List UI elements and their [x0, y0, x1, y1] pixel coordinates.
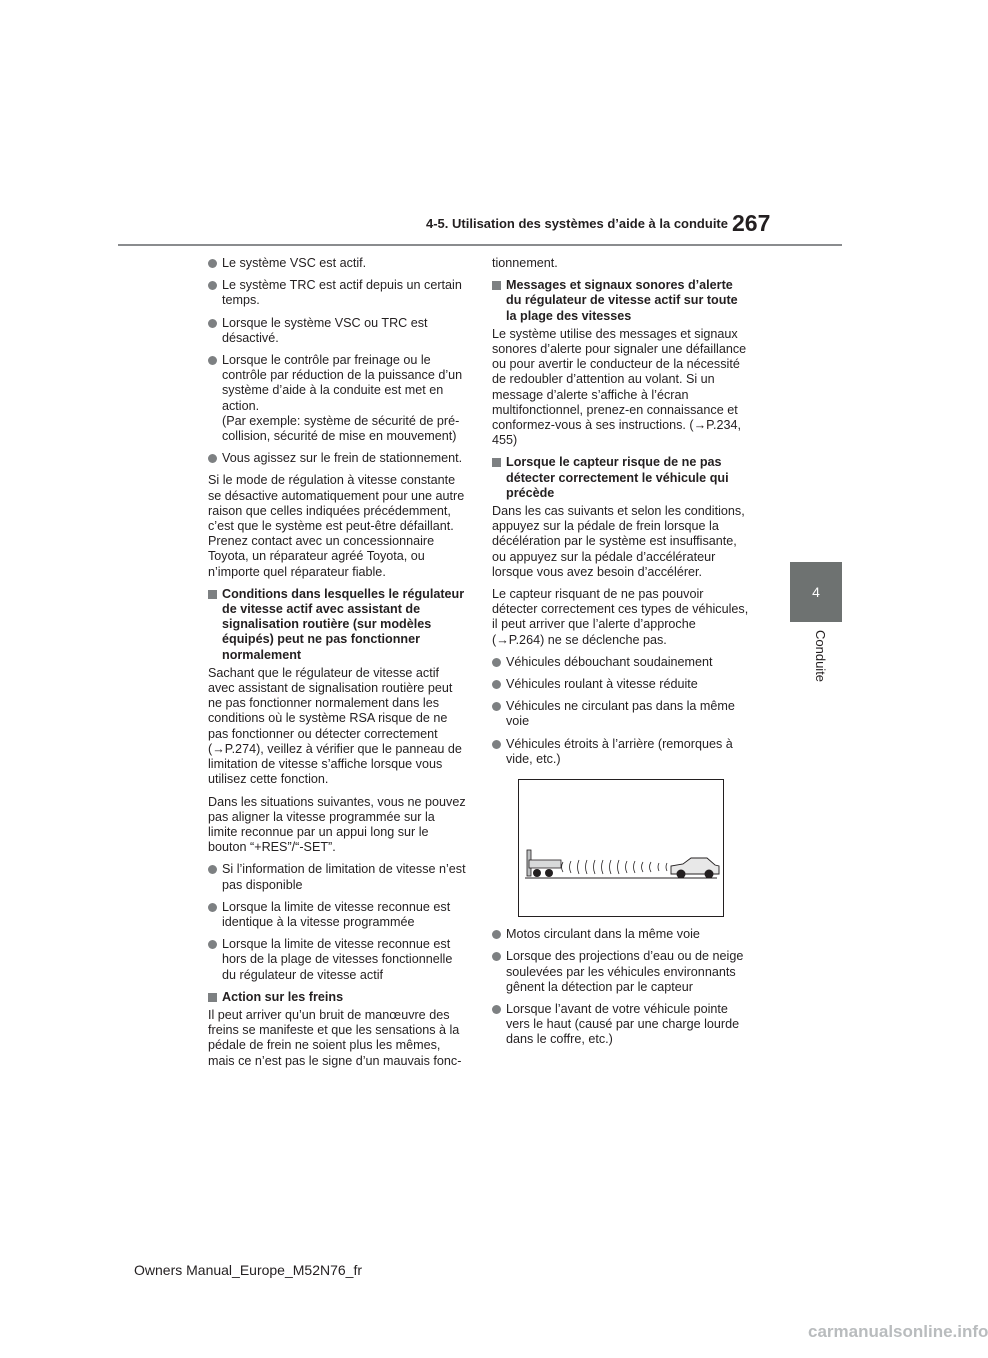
section-heading: Lorsque le capteur risque de ne pas détecter correctement le véhicule qui précède — [492, 455, 750, 501]
page-number: 267 — [732, 210, 771, 236]
paragraph: Si le mode de régulation à vitesse constante se désactive automatiquement pour une autre raison que celles indiquées précédemment, c’est que le système est peut-être défaillant. Prenez contact avec un concessionnaire Toyota, un réparateur agréé Toyota, ou n’importe quel réparateur fiable. — [208, 473, 465, 579]
bullet-icon — [208, 281, 217, 290]
list-item-note: (Par exemple: système de sécurité de pré-collision, sécurité de mise en mouvement) — [222, 413, 460, 444]
section-heading: Conditions dans lesquelles le régulateur de vitesse actif avec assistant de signalisation routière (sur modèles équipés) peut ne pas fonctionner normalement — [208, 587, 466, 663]
section-title: 4-5. Utilisation des systèmes d’aide à la conduite — [426, 216, 728, 231]
chapter-number: 4 — [812, 584, 820, 600]
bullet-icon — [492, 658, 501, 667]
bullet-icon — [492, 1005, 501, 1014]
square-bullet-icon — [492, 281, 501, 290]
paragraph: tionnement. — [492, 256, 558, 270]
paragraph: Le capteur risquant de ne pas pouvoir détecter correctement ces types de véhicules, il peut arriver que l’alerte d’approche (→P.264) ne se déclenche pas. — [492, 587, 749, 647]
square-bullet-icon — [208, 993, 217, 1002]
list-item: Lorsque des projections d’eau ou de neige soulevées par les véhicules environnants gênent la détection par le capteur — [492, 949, 750, 995]
bullet-icon — [208, 903, 217, 912]
radar-wave-icon — [562, 860, 668, 874]
empty-trailer-icon — [527, 850, 561, 877]
chapter-label: Conduite — [813, 630, 828, 683]
left-column — [208, 256, 466, 1076]
list-item: Véhicules débouchant soudainement — [492, 655, 750, 670]
bullet-icon — [208, 940, 217, 949]
paragraph: Dans les cas suivants et selon les conditions, appuyez sur la pédale de frein lorsque la décélération par le système est insuffisante, ou appuyez sur la pédale d’accélérateur lorsque vous avez besoin d’accélérer. — [492, 504, 745, 579]
section-heading: Action sur les freins — [208, 990, 466, 1005]
list-item: Le système TRC est actif depuis un certain temps. — [208, 278, 466, 308]
watermark[interactable]: carmanualsonline.info — [808, 1322, 988, 1341]
paragraph: Le système utilise des messages et signaux sonores d’alerte pour signaler une défaillance ou pour avertir le conducteur de la nécessité de redoubler d’attention au volant. Si un message d’alerte s’affiche à l’écran multifonctionnel, prenez-en connaissance et conformez-vous à ses instructions. (→P.234, 455) — [492, 326, 747, 448]
list-item: Vous agissez sur le frein de stationnement. — [208, 451, 466, 466]
trailer-detection-figure — [518, 779, 724, 917]
bullet-icon — [208, 259, 217, 268]
section-heading: Messages et signaux sonores d’alerte du régulateur de vitesse actif sur toute la plage des vitesses — [492, 278, 750, 324]
paragraph: Il peut arriver qu’un bruit de manœuvre des freins se manifeste et que les sensations à la pédale de frein ne soient plus les mêmes, mais ce n’est pas le signe d’un mauvais fonc- — [208, 1007, 462, 1068]
list-item: Véhicules étroits à l’arrière (remorques à vide, etc.) — [492, 737, 750, 767]
list-item: Si l’information de limitation de vitesse n’est pas disponible — [208, 862, 466, 892]
header-divider — [118, 244, 842, 246]
list-item: Le système VSC est actif. — [208, 256, 466, 271]
list-item: Véhicules ne circulant pas dans la même voie — [492, 699, 750, 729]
right-column — [492, 256, 750, 1055]
list-item: Motos circulant dans la même voie — [492, 927, 750, 942]
bullet-icon — [492, 952, 501, 961]
footer-manual-id: Owners Manual_Europe_M52N76_fr — [134, 1262, 363, 1278]
bullet-icon — [492, 680, 501, 689]
list-item: Lorsque le contrôle par freinage ou le contrôle par réduction de la puissance d’un système d’aide à la conduite est met en action. (Par exemple: système de sécurité de pré-collision, sécurité de mise en mouvement) — [208, 353, 466, 444]
bullet-icon — [208, 865, 217, 874]
square-bullet-icon — [492, 458, 501, 467]
bullet-icon — [492, 740, 501, 749]
bullet-icon — [492, 930, 501, 939]
paragraph: Dans les situations suivantes, vous ne pouvez pas aligner la vitesse programmée sur la limite reconnue par un appui long sur le bouton “+RES”/“-SET”. — [208, 794, 466, 855]
paragraph: Sachant que le régulateur de vitesse actif avec assistant de signalisation routière peut ne pas fonctionner normalement dans les conditions où le système RSA risque de ne pas fonctionner ou détecter correctement (→P.274), veillez à vérifier que le panneau de limitation de vitesse s’affiche lorsque vous utilisez cette fonction. — [208, 665, 462, 787]
list-item: Véhicules roulant à vitesse réduite — [492, 677, 750, 692]
list-item: Lorsque la limite de vitesse reconnue est identique à la vitesse programmée — [208, 900, 466, 930]
list-item: Lorsque l’avant de votre véhicule pointe vers le haut (causé par une charge lourde dans le coffre, etc.) — [492, 1002, 750, 1048]
list-item: Lorsque le système VSC ou TRC est désactivé. — [208, 316, 466, 346]
bullet-icon — [208, 319, 217, 328]
chapter-tab[interactable] — [790, 562, 842, 622]
trailer-illustration — [519, 780, 723, 916]
bullet-icon — [492, 702, 501, 711]
list-item: Lorsque la limite de vitesse reconnue est hors de la plage de vitesses fonctionnelle du régulateur de vitesse actif — [208, 937, 466, 983]
square-bullet-icon — [208, 590, 217, 599]
car-icon — [671, 858, 719, 879]
bullet-icon — [208, 356, 217, 365]
bullet-icon — [208, 454, 217, 463]
